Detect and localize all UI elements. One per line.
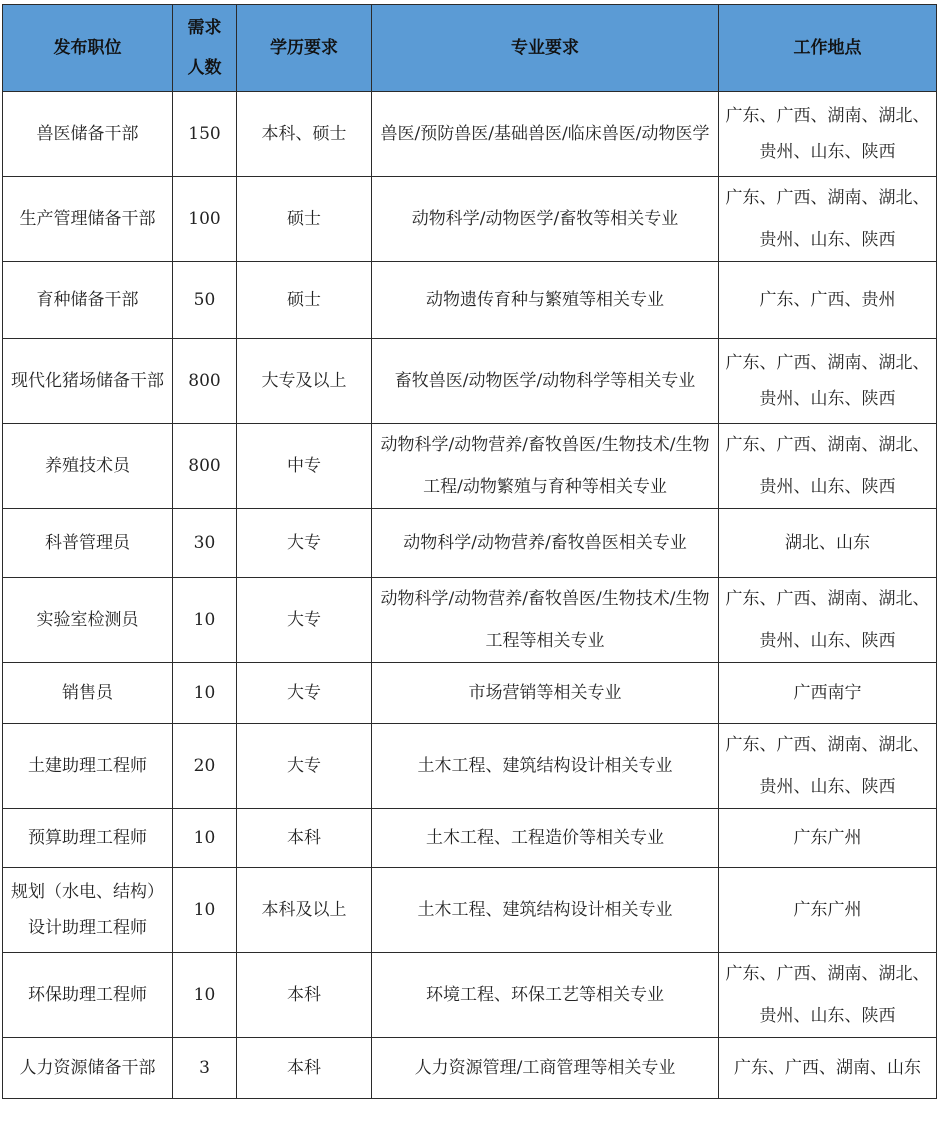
header-major: 专业要求 — [372, 5, 719, 92]
cell-major: 畜牧兽医/动物医学/动物科学等相关专业 — [372, 339, 719, 424]
header-education: 学历要求 — [237, 5, 372, 92]
cell-education: 中专 — [237, 424, 372, 509]
cell-position: 现代化猪场储备干部 — [3, 339, 173, 424]
header-count-line1: 需求 — [187, 18, 222, 38]
cell-education: 硕士 — [237, 262, 372, 339]
cell-education: 大专及以上 — [237, 339, 372, 424]
cell-position: 环保助理工程师 — [3, 953, 173, 1038]
table-row — [3, 92, 937, 177]
table-row — [3, 868, 937, 953]
cell-location: 广东、广西、湖南、湖北、贵州、山东、陕西 — [719, 424, 937, 509]
cell-education: 本科、硕士 — [237, 92, 372, 177]
cell-major: 动物科学/动物营养/畜牧兽医相关专业 — [372, 509, 719, 578]
table-body — [3, 92, 937, 1099]
cell-education: 本科 — [237, 1038, 372, 1099]
cell-education: 大专 — [237, 663, 372, 724]
cell-position: 预算助理工程师 — [3, 809, 173, 868]
cell-position: 兽医储备干部 — [3, 92, 173, 177]
cell-position: 生产管理储备干部 — [3, 177, 173, 262]
header-location: 工作地点 — [719, 5, 937, 92]
cell-count: 800 — [173, 339, 237, 424]
cell-count: 150 — [173, 92, 237, 177]
cell-position: 育种储备干部 — [3, 262, 173, 339]
cell-major: 人力资源管理/工商管理等相关专业 — [372, 1038, 719, 1099]
table-header — [3, 5, 937, 92]
cell-count: 800 — [173, 424, 237, 509]
cell-education: 硕士 — [237, 177, 372, 262]
table-row — [3, 262, 937, 339]
cell-count: 10 — [173, 578, 237, 663]
table-row — [3, 424, 937, 509]
cell-education: 本科 — [237, 809, 372, 868]
table-row — [3, 177, 937, 262]
cell-education: 本科及以上 — [237, 868, 372, 953]
cell-education: 本科 — [237, 953, 372, 1038]
cell-count: 10 — [173, 868, 237, 953]
cell-education: 大专 — [237, 724, 372, 809]
table-row — [3, 953, 937, 1038]
job-table-container — [2, 4, 936, 1099]
table-row — [3, 339, 937, 424]
cell-location: 广东、广西、湖南、湖北、贵州、山东、陕西 — [719, 92, 937, 177]
header-position: 发布职位 — [3, 5, 173, 92]
cell-location: 广西南宁 — [719, 663, 937, 724]
cell-major: 动物科学/动物营养/畜牧兽医/生物技术/生物工程/动物繁殖与育种等相关专业 — [372, 424, 719, 509]
table-row — [3, 724, 937, 809]
table-row — [3, 1038, 937, 1099]
cell-location: 广东广州 — [719, 809, 937, 868]
cell-education: 大专 — [237, 578, 372, 663]
cell-location: 广东、广西、贵州 — [719, 262, 937, 339]
cell-location: 广东、广西、湖南、湖北、贵州、山东、陕西 — [719, 578, 937, 663]
cell-major: 市场营销等相关专业 — [372, 663, 719, 724]
cell-position: 人力资源储备干部 — [3, 1038, 173, 1099]
cell-count: 20 — [173, 724, 237, 809]
header-count — [173, 5, 237, 92]
cell-education: 大专 — [237, 509, 372, 578]
cell-count: 50 — [173, 262, 237, 339]
cell-position: 土建助理工程师 — [3, 724, 173, 809]
header-row — [3, 5, 937, 92]
cell-major: 土木工程、建筑结构设计相关专业 — [372, 868, 719, 953]
table-row — [3, 578, 937, 663]
cell-count: 100 — [173, 177, 237, 262]
table-row — [3, 663, 937, 724]
cell-count: 10 — [173, 809, 237, 868]
cell-location: 广东、广西、湖南、湖北、贵州、山东、陕西 — [719, 177, 937, 262]
header-count-line2: 人数 — [187, 58, 222, 78]
cell-count: 10 — [173, 663, 237, 724]
cell-position: 规划（水电、结构）设计助理工程师 — [3, 868, 173, 953]
cell-position: 实验室检测员 — [3, 578, 173, 663]
table-row — [3, 809, 937, 868]
cell-count: 3 — [173, 1038, 237, 1099]
cell-location: 广东、广西、湖南、湖北、贵州、山东、陕西 — [719, 724, 937, 809]
cell-position: 养殖技术员 — [3, 424, 173, 509]
cell-location: 广东广州 — [719, 868, 937, 953]
cell-major: 动物科学/动物医学/畜牧等相关专业 — [372, 177, 719, 262]
cell-position: 销售员 — [3, 663, 173, 724]
cell-location: 湖北、山东 — [719, 509, 937, 578]
cell-major: 环境工程、环保工艺等相关专业 — [372, 953, 719, 1038]
cell-major: 土木工程、建筑结构设计相关专业 — [372, 724, 719, 809]
cell-count: 30 — [173, 509, 237, 578]
cell-position: 科普管理员 — [3, 509, 173, 578]
cell-major: 土木工程、工程造价等相关专业 — [372, 809, 719, 868]
job-requirements-table — [2, 4, 937, 1099]
table-row — [3, 509, 937, 578]
cell-count: 10 — [173, 953, 237, 1038]
cell-major: 兽医/预防兽医/基础兽医/临床兽医/动物医学 — [372, 92, 719, 177]
cell-major: 动物科学/动物营养/畜牧兽医/生物技术/生物工程等相关专业 — [372, 578, 719, 663]
cell-location: 广东、广西、湖南、山东 — [719, 1038, 937, 1099]
cell-location: 广东、广西、湖南、湖北、贵州、山东、陕西 — [719, 953, 937, 1038]
cell-location: 广东、广西、湖南、湖北、贵州、山东、陕西 — [719, 339, 937, 424]
cell-major: 动物遗传育种与繁殖等相关专业 — [372, 262, 719, 339]
